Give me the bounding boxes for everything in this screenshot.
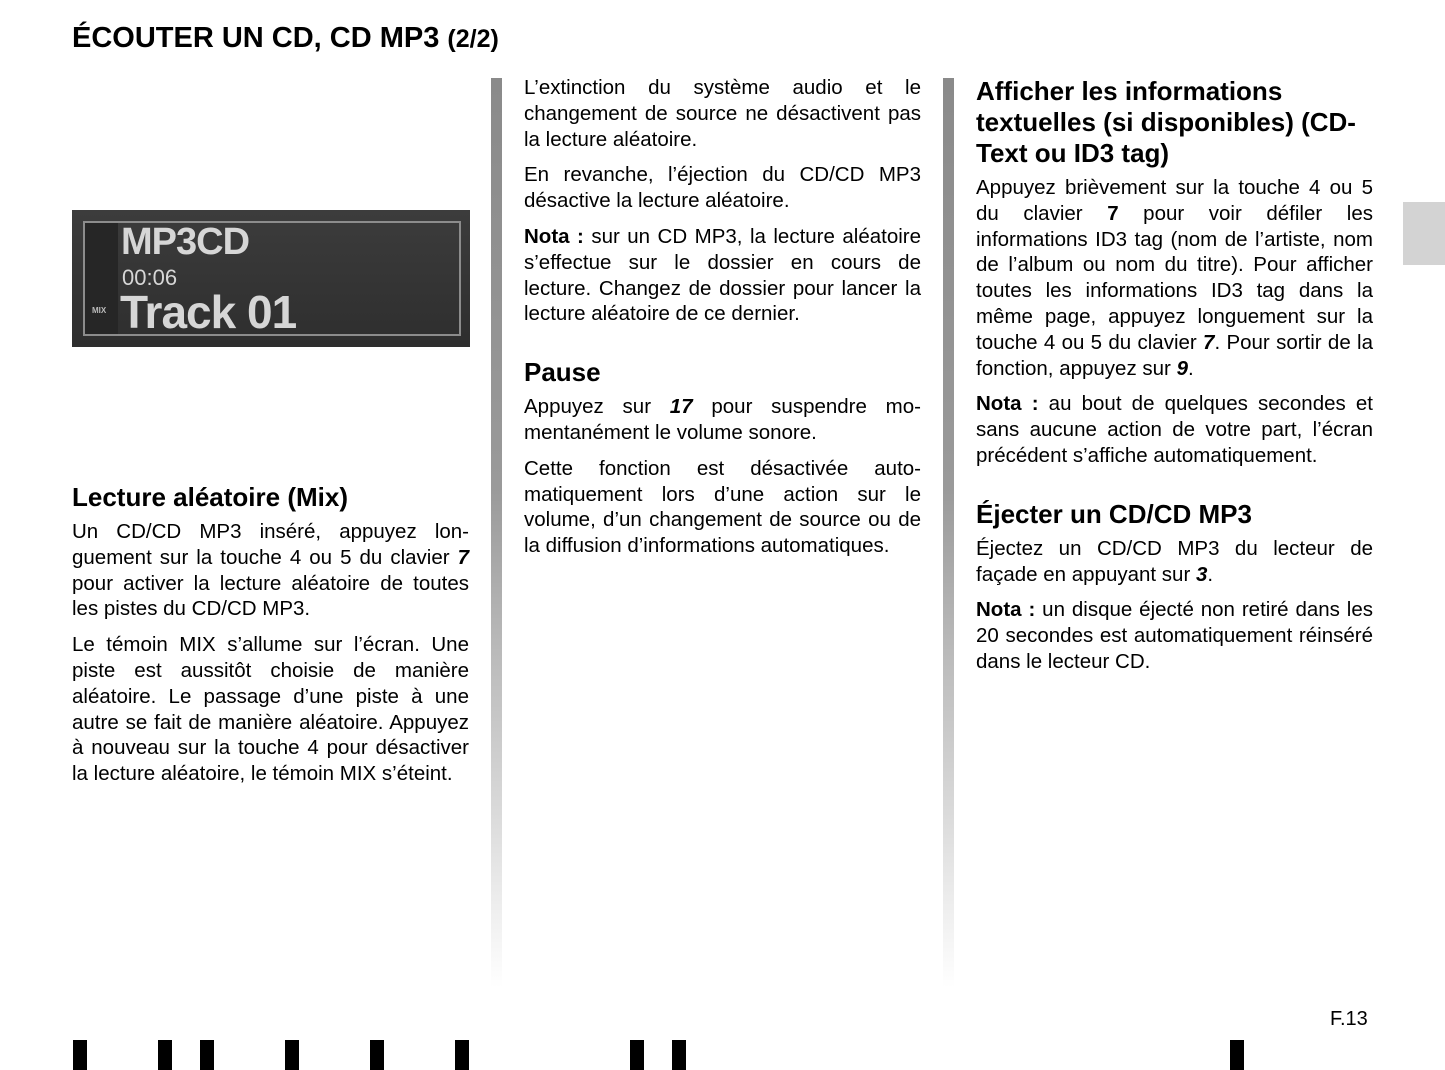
crop-mark xyxy=(455,1040,469,1070)
mix-indicator-bar xyxy=(85,223,118,334)
key-reference: 7 xyxy=(1203,330,1215,354)
page-title-suffix: (2/2) xyxy=(447,25,499,53)
crop-mark xyxy=(672,1040,686,1070)
column-divider xyxy=(943,78,954,988)
key-reference: 17 xyxy=(669,395,693,419)
crop-mark xyxy=(200,1040,214,1070)
column-divider xyxy=(491,78,502,988)
eject-paragraph xyxy=(976,536,1373,588)
text: pour voir défiler les informations ID3 tag (nom de l’artiste, nom de l’album ou nom du titre). Pour afficher toutes les informations ID3 tag dans la même page, appuyez longuement sur la touche 4 ou 5 du clavier xyxy=(976,201,1373,354)
crop-mark xyxy=(630,1040,644,1070)
text: . xyxy=(1207,562,1214,586)
note-text: un disque éjecté non retiré dans les 20 secondes est automatiquement réinséré dans le lecteur CD. xyxy=(976,598,1373,673)
crop-mark xyxy=(285,1040,299,1070)
text-info-paragraph xyxy=(976,175,1373,381)
section-heading-mix: Lecture aléatoire (Mix) xyxy=(72,482,348,512)
text: pour activer la lecture aléatoire de toutes les pistes du CD/CD MP3. xyxy=(72,571,469,621)
right-column xyxy=(976,76,1373,685)
text: . Pour sortir de la fonction, appuyez sur xyxy=(976,330,1373,380)
text: Appuyez sur xyxy=(524,395,670,419)
key-reference: 9 xyxy=(1176,356,1188,380)
crop-mark xyxy=(73,1040,87,1070)
section-heading-eject: Éjecter un CD/CD MP3 xyxy=(976,498,1252,529)
text: Appuyez brièvement sur la touche 4 ou 5 du clavier xyxy=(976,176,1373,225)
pause-paragraph-2: Cette fonction est désactivée automatiquement lors d’une action sur le volume, d’un changement de source ou de la diffusion d’informations automatiques. xyxy=(524,456,921,558)
middle-column xyxy=(524,75,921,569)
left-column xyxy=(72,482,469,797)
mix-continued-paragraph-2: En revanche, l’éjection du CD/CD MP3 désactive la lecture aléatoire. xyxy=(524,163,921,213)
crop-mark xyxy=(158,1040,172,1070)
section-heading-text-info: Afficher les informations textuelles (si disponibles) (CD-Text ou ID3 tag) xyxy=(976,76,1356,168)
text-info-note xyxy=(976,391,1373,468)
crop-mark xyxy=(1230,1040,1244,1070)
section-heading-pause: Pause xyxy=(524,357,601,388)
mix-paragraph-1 xyxy=(72,519,469,622)
text: Un CD/CD MP3 inséré, appuyez longuement sur la touche 4 ou 5 du clavier xyxy=(72,520,469,569)
display-time: 00:06 xyxy=(122,265,178,290)
mix-continued-paragraph-1: L’extinction du système audio et le changement de source ne désactivent pas la lecture aléatoire. xyxy=(524,76,921,151)
key-reference: 7 xyxy=(457,545,469,569)
display-track: Track 01 xyxy=(120,286,297,338)
page-number: F.13 xyxy=(1330,1008,1368,1030)
text: pour suspendre momentanément le volume sonore. xyxy=(524,395,921,444)
note-label: Nota : xyxy=(976,392,1039,416)
page-title xyxy=(72,22,499,55)
key-reference: 3 xyxy=(1195,562,1208,586)
note-text: sur un CD MP3, la lecture aléatoire s’effectue sur le dossier en cours de lecture. Changez de dossier pour lancer la lecture aléatoire de ce dernier. xyxy=(524,224,922,326)
display-source: MP3CD xyxy=(121,221,250,263)
radio-display-frame xyxy=(83,221,461,336)
chapter-tab xyxy=(1403,202,1445,265)
mix-note xyxy=(524,224,921,327)
mix-paragraph-2: Le témoin MIX s’allume sur l’écran. Une piste est aussitôt choisie de manière aléatoire. Le passage d’une piste à une autre se fait de manière aléatoire. Appuyez à nouveau sur la touche 4 pour désactiver la lecture aléatoire, le témoin MIX s’éteint. xyxy=(72,633,469,786)
note-text: au bout de quelques secondes et sans aucune action de votre part, l’écran précédent s’affiche automatiquement. xyxy=(976,392,1373,467)
key-reference: 7 xyxy=(1107,201,1119,225)
page-title-main: ÉCOUTER UN CD, CD MP3 xyxy=(72,22,440,54)
note-label: Nota : xyxy=(524,224,584,248)
note-label: Nota : xyxy=(976,598,1036,622)
pause-paragraph-1 xyxy=(524,394,921,446)
text: . xyxy=(1187,356,1194,380)
mix-indicator: MIX xyxy=(92,306,107,315)
eject-note xyxy=(976,597,1373,674)
crop-mark xyxy=(370,1040,384,1070)
text: Éjectez un CD/CD MP3 du lecteur de façade en appuyant sur xyxy=(976,536,1373,586)
radio-display-illustration xyxy=(72,210,470,347)
